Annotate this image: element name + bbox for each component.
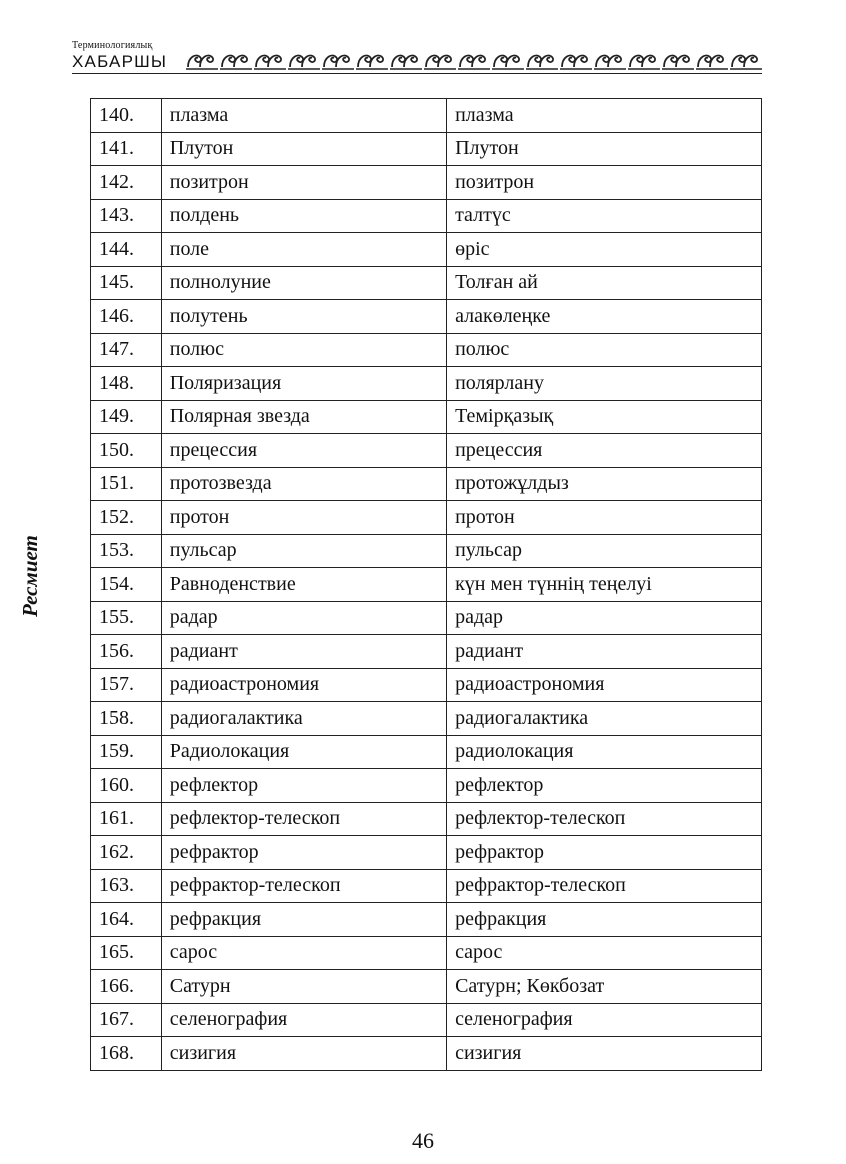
term-kazakh: сарос [447,936,762,970]
term-russian: Сатурн [161,970,446,1004]
table-row [91,367,762,401]
term-russian: позитрон [161,166,446,200]
term-russian: плазма [161,99,446,133]
term-number: 164. [91,903,162,937]
table-row [91,333,762,367]
journal-title-big: ХАБАРШЫ [72,52,168,71]
term-kazakh: күн мен түннің теңелуі [447,568,762,602]
term-russian: сизигия [161,1037,446,1071]
ornament-border [186,49,762,71]
term-kazakh: Сатурн; Көкбозат [447,970,762,1004]
term-number: 150. [91,434,162,468]
term-kazakh: протожұлдыз [447,467,762,501]
terms-table [90,98,762,1071]
term-number: 163. [91,869,162,903]
term-kazakh: селенография [447,1003,762,1037]
term-russian: поле [161,233,446,267]
term-kazakh: талтүс [447,199,762,233]
term-russian: рефрактор [161,836,446,870]
term-kazakh: Толған ай [447,266,762,300]
term-kazakh: радиолокация [447,735,762,769]
term-number: 145. [91,266,162,300]
table-row [91,1037,762,1071]
term-number: 161. [91,802,162,836]
table-row [91,568,762,602]
table-row [91,836,762,870]
header-rule [72,73,762,74]
term-number: 156. [91,635,162,669]
term-number: 160. [91,769,162,803]
table-row [91,1003,762,1037]
term-russian: пульсар [161,534,446,568]
term-kazakh: Плутон [447,132,762,166]
term-kazakh: позитрон [447,166,762,200]
table-row [91,635,762,669]
term-kazakh: радиогалактика [447,702,762,736]
term-russian: рефлектор-телескоп [161,802,446,836]
term-number: 159. [91,735,162,769]
term-kazakh: плазма [447,99,762,133]
term-kazakh: полярлану [447,367,762,401]
table-row [91,735,762,769]
term-russian: полутень [161,300,446,334]
term-russian: радар [161,601,446,635]
term-number: 154. [91,568,162,602]
term-number: 142. [91,166,162,200]
journal-title-small: Терминологиялық [72,40,153,51]
term-russian: селенография [161,1003,446,1037]
term-number: 151. [91,467,162,501]
term-russian: радиогалактика [161,702,446,736]
term-russian: Радиолокация [161,735,446,769]
term-number: 141. [91,132,162,166]
table-row [91,869,762,903]
term-kazakh: прецессия [447,434,762,468]
term-russian: радиант [161,635,446,669]
term-kazakh: радар [447,601,762,635]
term-russian: Плутон [161,132,446,166]
table-row [91,99,762,133]
term-kazakh: рефракция [447,903,762,937]
term-russian: Полярная звезда [161,400,446,434]
term-number: 165. [91,936,162,970]
table-row [91,266,762,300]
term-number: 140. [91,99,162,133]
term-number: 149. [91,400,162,434]
term-russian: протозвезда [161,467,446,501]
term-number: 152. [91,501,162,535]
term-russian: полдень [161,199,446,233]
table-row [91,534,762,568]
journal-title [72,40,182,72]
table-row [91,668,762,702]
term-number: 168. [91,1037,162,1071]
term-kazakh: рефлектор [447,769,762,803]
term-russian: рефракция [161,903,446,937]
table-row [91,467,762,501]
table-row [91,233,762,267]
term-number: 144. [91,233,162,267]
table-row [91,501,762,535]
term-russian: прецессия [161,434,446,468]
term-russian: сарос [161,936,446,970]
term-kazakh: полюс [447,333,762,367]
table-row [91,702,762,736]
term-number: 146. [91,300,162,334]
table-row [91,434,762,468]
term-kazakh: Темірқазық [447,400,762,434]
term-kazakh: рефрактор-телескоп [447,869,762,903]
table-row [91,166,762,200]
table-row [91,300,762,334]
term-russian: рефлектор [161,769,446,803]
term-kazakh: рефлектор-телескоп [447,802,762,836]
term-kazakh: рефрактор [447,836,762,870]
term-russian: полюс [161,333,446,367]
table-row [91,400,762,434]
term-russian: Поляризация [161,367,446,401]
term-number: 143. [91,199,162,233]
term-kazakh: радиант [447,635,762,669]
table-row [91,936,762,970]
term-kazakh: пульсар [447,534,762,568]
term-number: 158. [91,702,162,736]
term-number: 167. [91,1003,162,1037]
page-header [72,40,762,80]
term-number: 153. [91,534,162,568]
term-russian: полнолуние [161,266,446,300]
table-row [91,601,762,635]
table-row [91,802,762,836]
term-russian: протон [161,501,446,535]
term-kazakh: алакөлеңке [447,300,762,334]
term-number: 155. [91,601,162,635]
term-number: 157. [91,668,162,702]
table-row [91,132,762,166]
term-russian: Равноденствие [161,568,446,602]
term-number: 166. [91,970,162,1004]
term-number: 162. [91,836,162,870]
term-number: 148. [91,367,162,401]
term-number: 147. [91,333,162,367]
section-side-label: Ресмиет [18,535,42,617]
table-row [91,769,762,803]
table-row [91,970,762,1004]
term-kazakh: протон [447,501,762,535]
term-kazakh: сизигия [447,1037,762,1071]
term-kazakh: өріс [447,233,762,267]
term-russian: рефрактор-телескоп [161,869,446,903]
table-row [91,199,762,233]
term-russian: радиоастрономия [161,668,446,702]
term-kazakh: радиоастрономия [447,668,762,702]
page-number: 46 [412,1128,434,1153]
table-row [91,903,762,937]
